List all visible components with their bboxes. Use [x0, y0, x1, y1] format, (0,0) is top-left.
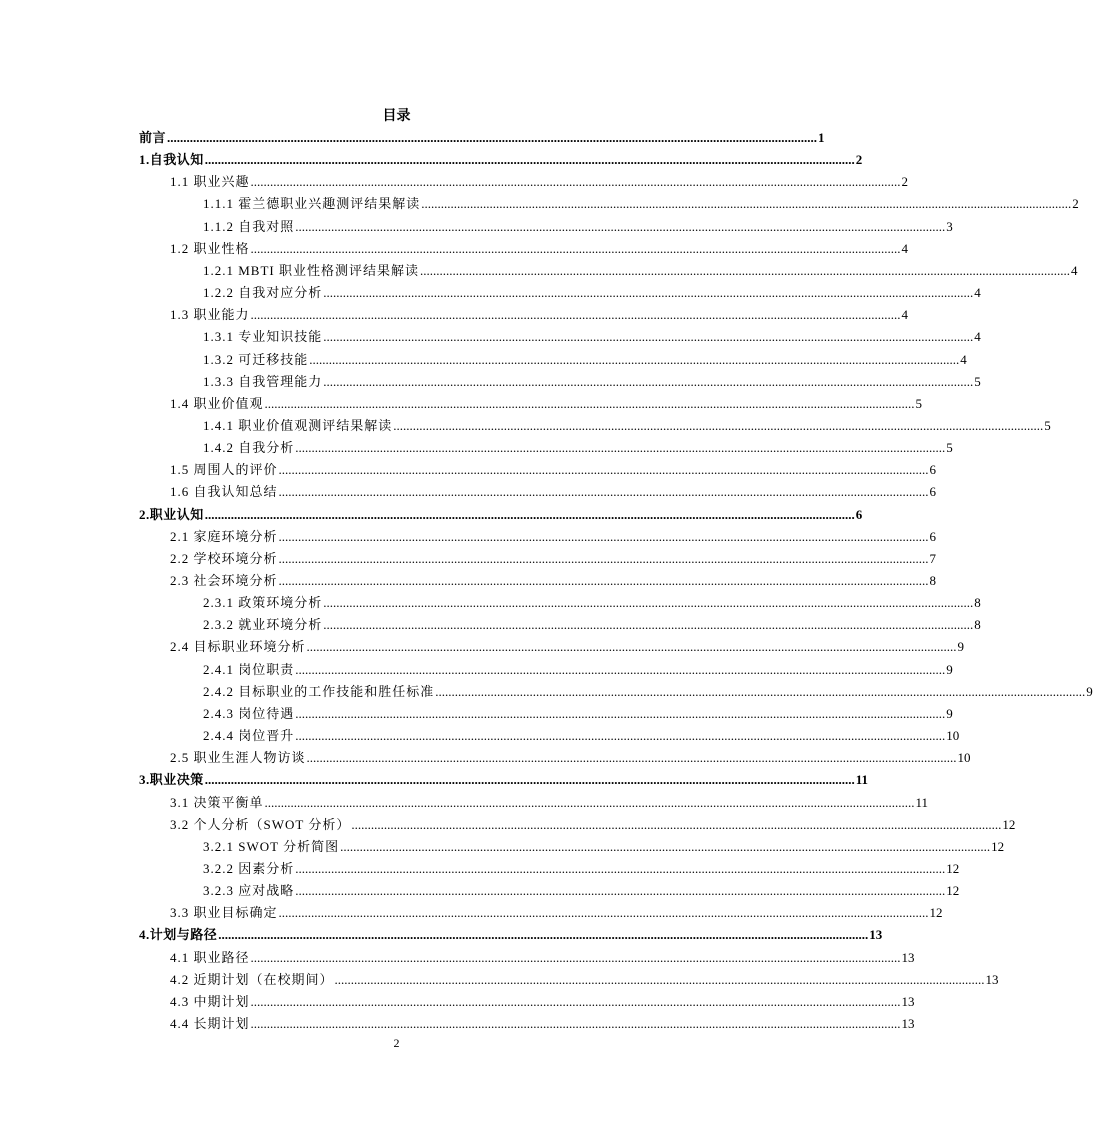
toc-entry-label: 1.4.2 自我分析 [203, 440, 295, 456]
toc-entry-label: 4.3 中期计划 [170, 993, 250, 1009]
toc-entry-label: 1.5 周围人的评价 [170, 462, 278, 478]
toc-dot-leader: ........................................................................................................................................................................................................ [323, 617, 974, 633]
toc-dot-leader: ........................................................................................................................................................................................................ [295, 661, 946, 677]
toc-entry[interactable] [203, 371, 981, 393]
toc-entry[interactable] [170, 747, 971, 769]
toc-dot-leader: ........................................................................................................................................................................................................ [278, 905, 929, 921]
toc-entry[interactable] [203, 349, 967, 371]
toc-entry-page: 9 [946, 661, 953, 677]
toc-entry[interactable] [170, 304, 909, 326]
toc-dot-leader: ........................................................................................................................................................................................................ [295, 860, 946, 876]
toc-entry-page: 11 [915, 794, 929, 810]
toc-dot-leader: ........................................................................................................................................................................................................ [278, 462, 929, 478]
toc-entry[interactable] [170, 1013, 915, 1035]
toc-entry-label: 3.2 个人分析（SWOT 分析） [170, 816, 351, 832]
toc-dot-leader: ........................................................................................................................................................................................................ [323, 595, 974, 611]
toc-entry-label: 4.4 长期计划 [170, 1016, 250, 1031]
toc-entry-label: 1.3.1 专业知识技能 [203, 329, 323, 345]
toc-entry[interactable] [139, 504, 863, 526]
toc-dot-leader: ........................................................................................................................................................................................................ [306, 639, 957, 655]
toc-entry[interactable] [170, 792, 929, 814]
toc-entry[interactable] [203, 415, 1051, 437]
toc-entry-label: 4.计划与路径 [139, 927, 218, 943]
toc-dot-leader: ........................................................................................................................................................................................................ [250, 993, 901, 1009]
toc-entry-label: 3.2.3 应对战略 [203, 883, 295, 899]
toc-entry[interactable] [203, 880, 960, 902]
toc-entry[interactable] [203, 703, 953, 725]
toc-dot-leader: ........................................................................................................................................................................................................ [204, 152, 855, 168]
toc-entry[interactable] [203, 659, 953, 681]
toc-entry-page: 4 [1071, 262, 1078, 278]
toc-entry-label: 1.2.2 自我对应分析 [203, 285, 323, 301]
toc-entry-page: 12 [946, 860, 960, 876]
toc-dot-leader: ........................................................................................................................................................................................................ [435, 683, 1086, 699]
toc-entry-page: 6 [855, 506, 863, 522]
toc-entry-page: 10 [957, 750, 971, 766]
toc-entry[interactable] [203, 260, 1078, 282]
toc-entry-page: 9 [946, 705, 953, 721]
toc-entry-page: 5 [1044, 417, 1051, 433]
toc-entry-page: 4 [901, 307, 909, 323]
toc-entry-label: 1.1.2 自我对照 [203, 218, 295, 234]
toc-dot-leader: ........................................................................................................................................................................................................ [295, 705, 946, 721]
toc-entry-label: 2.3 社会环境分析 [170, 573, 278, 588]
toc-entry-page: 12 [991, 838, 1005, 854]
toc-entry[interactable] [170, 171, 909, 193]
toc-entry[interactable] [203, 592, 981, 614]
toc-dot-leader: ........................................................................................................................................................................................................ [420, 262, 1071, 278]
toc-entry-page: 2 [901, 174, 909, 190]
toc-entry-label: 1.自我认知 [139, 152, 204, 168]
toc-entry[interactable] [170, 548, 937, 570]
toc-entry-page: 6 [929, 462, 937, 478]
toc-dot-leader: ........................................................................................................................................................................................................ [323, 373, 974, 389]
toc-entry-page: 3 [946, 218, 953, 234]
toc-dot-leader: ........................................................................................................................................................................................................ [250, 307, 901, 323]
toc-entry[interactable] [139, 924, 883, 946]
toc-entry-page: 5 [974, 373, 981, 389]
toc-entry[interactable] [139, 769, 869, 791]
toc-entry[interactable] [170, 238, 909, 260]
toc-entry[interactable] [170, 636, 965, 658]
toc-dot-leader: ........................................................................................................................................................................................................ [250, 174, 901, 190]
page-number: 2 [393, 1036, 400, 1050]
toc-entry-label: 1.3 职业能力 [170, 307, 250, 323]
toc-entry-page: 4 [974, 329, 981, 345]
toc-entry[interactable] [170, 969, 999, 991]
toc-entry-page: 7 [929, 550, 937, 566]
toc-entry-label: 2.职业认知 [139, 506, 204, 522]
toc-entry[interactable] [170, 459, 937, 481]
toc-entry-page: 13 [901, 949, 915, 965]
toc-dot-leader: ........................................................................................................................................................................................................ [278, 484, 929, 500]
toc-entry-page: 9 [1086, 683, 1093, 699]
toc-entry[interactable] [203, 216, 953, 238]
toc-entry-label: 2.1 家庭环境分析 [170, 528, 278, 544]
toc-entry-page: 10 [946, 728, 960, 744]
toc-entry-page: 11 [855, 772, 869, 788]
toc-entry-label: 2.4.1 岗位职责 [203, 661, 295, 677]
toc-entry-label: 3.2.2 因素分析 [203, 860, 295, 876]
toc-entry-page: 8 [974, 595, 981, 611]
toc-entry-label: 1.6 自我认知总结 [170, 484, 278, 500]
toc-dot-leader: ........................................................................................................................................................................................................ [250, 240, 901, 256]
toc-entry[interactable] [170, 991, 915, 1013]
toc-entry-label: 3.3 职业目标确定 [170, 905, 278, 921]
toc-entry-label: 4.2 近期计划（在校期间） [170, 971, 334, 987]
toc-entry-page: 2 [1072, 196, 1079, 212]
toc-entry-label: 2.5 职业生涯人物访谈 [170, 750, 306, 766]
toc-entry[interactable] [170, 393, 923, 415]
toc-entry[interactable] [203, 437, 953, 459]
toc-entry-label: 1.4.1 职业价值观测评结果解读 [203, 417, 393, 433]
toc-entry-label: 1.1 职业兴趣 [170, 174, 250, 190]
toc-entry-label: 2.4 目标职业环境分析 [170, 639, 306, 655]
toc-entry[interactable] [170, 481, 937, 503]
toc-entry-label: 1.4 职业价值观 [170, 395, 264, 411]
toc-dot-leader: ........................................................................................................................................................................................................ [204, 506, 855, 522]
toc-entry-page: 5 [915, 395, 923, 411]
toc-entry[interactable] [203, 193, 1079, 215]
toc-entry[interactable] [203, 725, 960, 747]
toc-dot-leader: ........................................................................................................................................................................................................ [340, 838, 991, 854]
toc-entry[interactable] [170, 947, 915, 969]
toc-dot-leader: ........................................................................................................................................................................................................ [295, 883, 946, 899]
toc-dot-leader: ........................................................................................................................................................................................................ [250, 949, 901, 965]
toc-entry[interactable] [203, 326, 981, 348]
toc-entry-label: 2.4.4 岗位晋升 [203, 728, 295, 744]
toc-entry[interactable] [139, 149, 863, 171]
toc-entry[interactable] [170, 570, 937, 592]
toc-entry-page: 13 [985, 971, 999, 987]
toc-dot-leader: ........................................................................................................................................................................................................ [306, 750, 957, 766]
toc-entry-page: 4 [901, 240, 909, 256]
toc-dot-leader: ........................................................................................................................................................................................................ [351, 816, 1002, 832]
toc-entry-label: 2.2 学校环境分析 [170, 550, 278, 566]
toc-entry-page: 13 [901, 1016, 915, 1031]
toc-entry[interactable] [203, 858, 960, 880]
toc-entry[interactable] [139, 127, 825, 149]
toc-entry-label: 1.3.3 自我管理能力 [203, 373, 323, 389]
toc-entry-page: 6 [929, 528, 937, 544]
toc-entry-label: 1.1.1 霍兰德职业兴趣测评结果解读 [203, 196, 421, 212]
toc-entry[interactable] [170, 902, 943, 924]
toc-entry[interactable] [203, 836, 1005, 858]
toc-entry-page: 13 [869, 927, 883, 943]
toc-entry[interactable] [203, 614, 981, 636]
toc-dot-leader: ........................................................................................................................................................................................................ [204, 772, 855, 788]
toc-dot-leader: ........................................................................................................................................................................................................ [264, 794, 915, 810]
toc-dot-leader: ........................................................................................................................................................................................................ [278, 573, 929, 588]
page-title: 目录 [382, 109, 411, 124]
toc-entry[interactable] [170, 526, 937, 548]
toc-entry-label: 3.职业决策 [139, 772, 204, 788]
toc-dot-leader: ........................................................................................................................................................................................................ [218, 927, 869, 943]
toc-dot-leader: ........................................................................................................................................................................................................ [295, 218, 946, 234]
toc-entry-page: 12 [1002, 816, 1016, 832]
toc-entry-label: 2.3.1 政策环境分析 [203, 595, 323, 611]
toc-dot-leader: ........................................................................................................................................................................................................ [295, 728, 946, 744]
toc-entry-page: 8 [974, 617, 981, 633]
toc-entry-label: 4.1 职业路径 [170, 949, 250, 965]
toc-dot-leader: ........................................................................................................................................................................................................ [167, 130, 818, 145]
toc-entry-label: 2.4.3 岗位待遇 [203, 705, 295, 721]
toc-entry[interactable] [170, 814, 1016, 836]
toc-entry-label: 2.4.2 目标职业的工作技能和胜任标准 [203, 683, 435, 699]
toc-entry-label: 1.3.2 可迁移技能 [203, 351, 309, 367]
toc-entry-page: 4 [974, 285, 981, 301]
toc-dot-leader: ........................................................................................................................................................................................................ [309, 351, 960, 367]
toc-dot-leader: ........................................................................................................................................................................................................ [334, 971, 985, 987]
toc-entry-page: 4 [960, 351, 967, 367]
toc-entry-page: 9 [957, 639, 965, 655]
toc-entry-label: 1.2 职业性格 [170, 240, 250, 256]
toc-entry-page: 12 [946, 883, 960, 899]
toc-entry-page: 12 [929, 905, 943, 921]
toc-dot-leader: ........................................................................................................................................................................................................ [278, 550, 929, 566]
toc-entry-page: 8 [929, 573, 937, 588]
toc-entry-label: 2.3.2 就业环境分析 [203, 617, 323, 633]
toc-entry-page: 2 [855, 152, 863, 168]
toc-entry-label: 3.1 决策平衡单 [170, 794, 264, 810]
toc-entry-page: 13 [901, 993, 915, 1009]
toc-entry[interactable] [203, 282, 981, 304]
toc-dot-leader: ........................................................................................................................................................................................................ [264, 395, 915, 411]
toc-entry-page: 5 [946, 440, 953, 456]
toc-dot-leader: ........................................................................................................................................................................................................ [323, 285, 974, 301]
toc-dot-leader: ........................................................................................................................................................................................................ [250, 1016, 901, 1031]
toc-dot-leader: ........................................................................................................................................................................................................ [323, 329, 974, 345]
toc-entry-page: 6 [929, 484, 937, 500]
toc-dot-leader: ........................................................................................................................................................................................................ [393, 417, 1044, 433]
toc-dot-leader: ........................................................................................................................................................................................................ [421, 196, 1072, 212]
toc-entry-label: 前言 [139, 130, 167, 145]
toc-dot-leader: ........................................................................................................................................................................................................ [295, 440, 946, 456]
toc-entry-label: 3.2.1 SWOT 分析简图 [203, 838, 340, 854]
toc-entry-label: 1.2.1 MBTI 职业性格测评结果解读 [203, 262, 420, 278]
toc-dot-leader: ........................................................................................................................................................................................................ [278, 528, 929, 544]
toc-entry-page: 1 [818, 130, 825, 145]
toc-entry[interactable] [203, 681, 1093, 703]
